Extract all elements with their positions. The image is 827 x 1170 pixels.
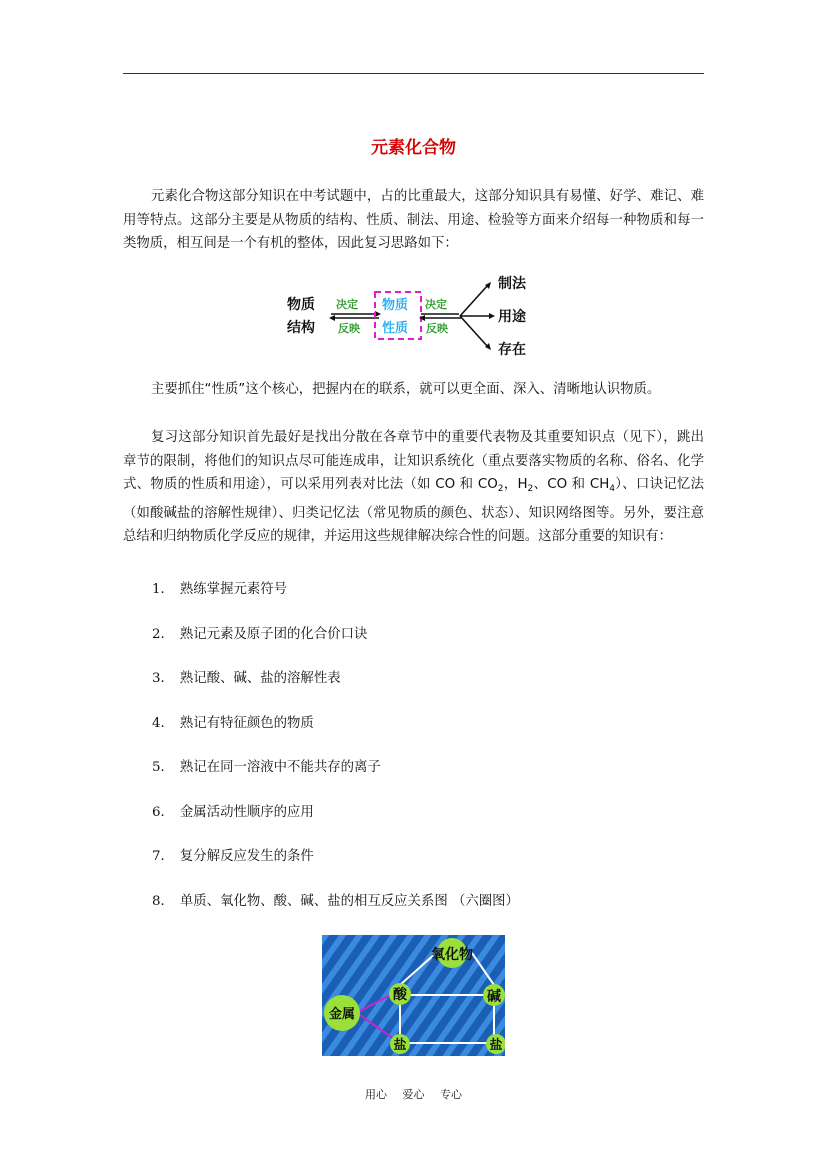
page-title: 元素化合物 bbox=[371, 138, 456, 158]
list-item bbox=[152, 845, 519, 890]
list-item-text: 熟记酸、碱、盐的溶解性表 bbox=[179, 671, 341, 686]
branch-down bbox=[460, 316, 488, 347]
list-item-text: 复分解反应发生的条件 bbox=[179, 849, 314, 864]
oxide-label: 氧化物 bbox=[431, 947, 473, 963]
base-label: 碱 bbox=[487, 989, 501, 1005]
review-paragraph bbox=[123, 426, 704, 549]
footer-text-3: 专心 bbox=[440, 1088, 462, 1101]
salt-right-label: 盐 bbox=[489, 1038, 503, 1053]
review-text-1: 复习这部分知识首先最好是找出分散在各章节中的重要代表物及其重要知识点（见下），跳出章节的限制，将他们的知识点尽可能连成串，让知识系统化（重点要落实物质的名称、俗名、化学式、物质的性质和用途），可以采用列表对比法（如 CO 和 CO bbox=[123, 430, 704, 492]
review-text-2: ，H bbox=[503, 477, 528, 492]
diagram-center-bottom: 性质 bbox=[382, 321, 409, 336]
metal-label: 金属 bbox=[328, 1007, 356, 1022]
diagram-arrow2-top: 决定 bbox=[425, 298, 447, 311]
list-item-number: 4． bbox=[152, 715, 174, 731]
diagram-out3: 存在 bbox=[498, 342, 526, 358]
list-item-number: 7． bbox=[152, 849, 174, 864]
list-item-text: 熟练掌握元素符号 bbox=[179, 582, 288, 597]
branch-mid-head bbox=[489, 313, 495, 319]
diagram-out2: 用途 bbox=[498, 309, 526, 325]
diagram-arrow1-top: 决定 bbox=[336, 298, 358, 311]
list-item bbox=[152, 712, 519, 757]
list-item-text: 熟记在同一溶液中不能共存的离子 bbox=[179, 760, 381, 775]
list-item-text: 单质、氧化物、酸、碱、盐的相互反应关系图 （六圈图） bbox=[179, 893, 519, 909]
subscript-co2: 2 bbox=[497, 484, 504, 494]
footer-text-1: 用心 bbox=[365, 1088, 387, 1101]
review-flow-diagram bbox=[283, 272, 543, 358]
subscript-ch4: 4 bbox=[609, 484, 615, 494]
list-item bbox=[152, 756, 519, 801]
six-circle-diagram bbox=[322, 935, 505, 1056]
core-sentence: 主要抓住“性质”这个核心，把握内在的联系，就可以更全面、深入、清晰地认识物质。 bbox=[151, 382, 661, 397]
list-item-text: 熟记有特征颜色的物质 bbox=[179, 715, 314, 731]
list-item bbox=[152, 801, 519, 846]
list-item bbox=[152, 890, 519, 935]
page-footer bbox=[0, 1086, 827, 1102]
list-item-number: 3． bbox=[152, 671, 174, 686]
list-item bbox=[152, 623, 519, 668]
review-text-4: ）、口诀记忆法（如酸碱盐的溶解性规律）、归类记忆法（常见物质的颜色、状态）、知识网络图等。另外，要注意总结和归纳物质化学反应的规律，并运用这些规律解决综合性的问题。这部分重要的知识有： bbox=[123, 477, 704, 544]
footer-text-2: 爱心 bbox=[402, 1088, 425, 1101]
list-item bbox=[152, 578, 519, 623]
intro-paragraph: 元素化合物这部分知识在中考试题中，占的比重最大，这部分知识具有易懂、好学、难记、难用等特点。这部分主要是从物质的结构、性质、制法、用途、检验等方面来介绍每一种物质和每一类物质，相互间是一个有机的整体，因此复习思路如下： bbox=[123, 189, 704, 251]
diagram-left-top: 物质 bbox=[287, 297, 315, 313]
list-item-text: 熟记元素及原子团的化合价口诀 bbox=[179, 626, 368, 642]
branch-up bbox=[460, 285, 488, 316]
knowledge-list bbox=[152, 578, 519, 934]
list-item-text: 金属活动性顺序的应用 bbox=[179, 804, 314, 820]
diagram-center-top: 物质 bbox=[382, 298, 409, 313]
acid-label: 酸 bbox=[393, 987, 407, 1003]
arrow1-back-head bbox=[329, 315, 335, 321]
salt-left-label: 盐 bbox=[393, 1038, 407, 1053]
list-item-number: 6． bbox=[152, 804, 174, 820]
diagram-out1: 制法 bbox=[498, 276, 526, 292]
review-text-3: 、CO 和 CH bbox=[533, 477, 610, 492]
diagram-arrow1-bottom: 反映 bbox=[338, 322, 360, 335]
list-item-number: 5． bbox=[152, 760, 174, 775]
diagram-left-bottom: 结构 bbox=[287, 320, 315, 336]
list-item-number: 1． bbox=[152, 582, 174, 597]
subscript-h2: 2 bbox=[527, 484, 534, 494]
list-item-number: 2． bbox=[152, 626, 174, 642]
header-rule bbox=[123, 73, 704, 74]
diagram-arrow2-bottom: 反映 bbox=[426, 322, 448, 335]
list-item-number: 8． bbox=[152, 893, 174, 909]
list-item bbox=[152, 667, 519, 712]
